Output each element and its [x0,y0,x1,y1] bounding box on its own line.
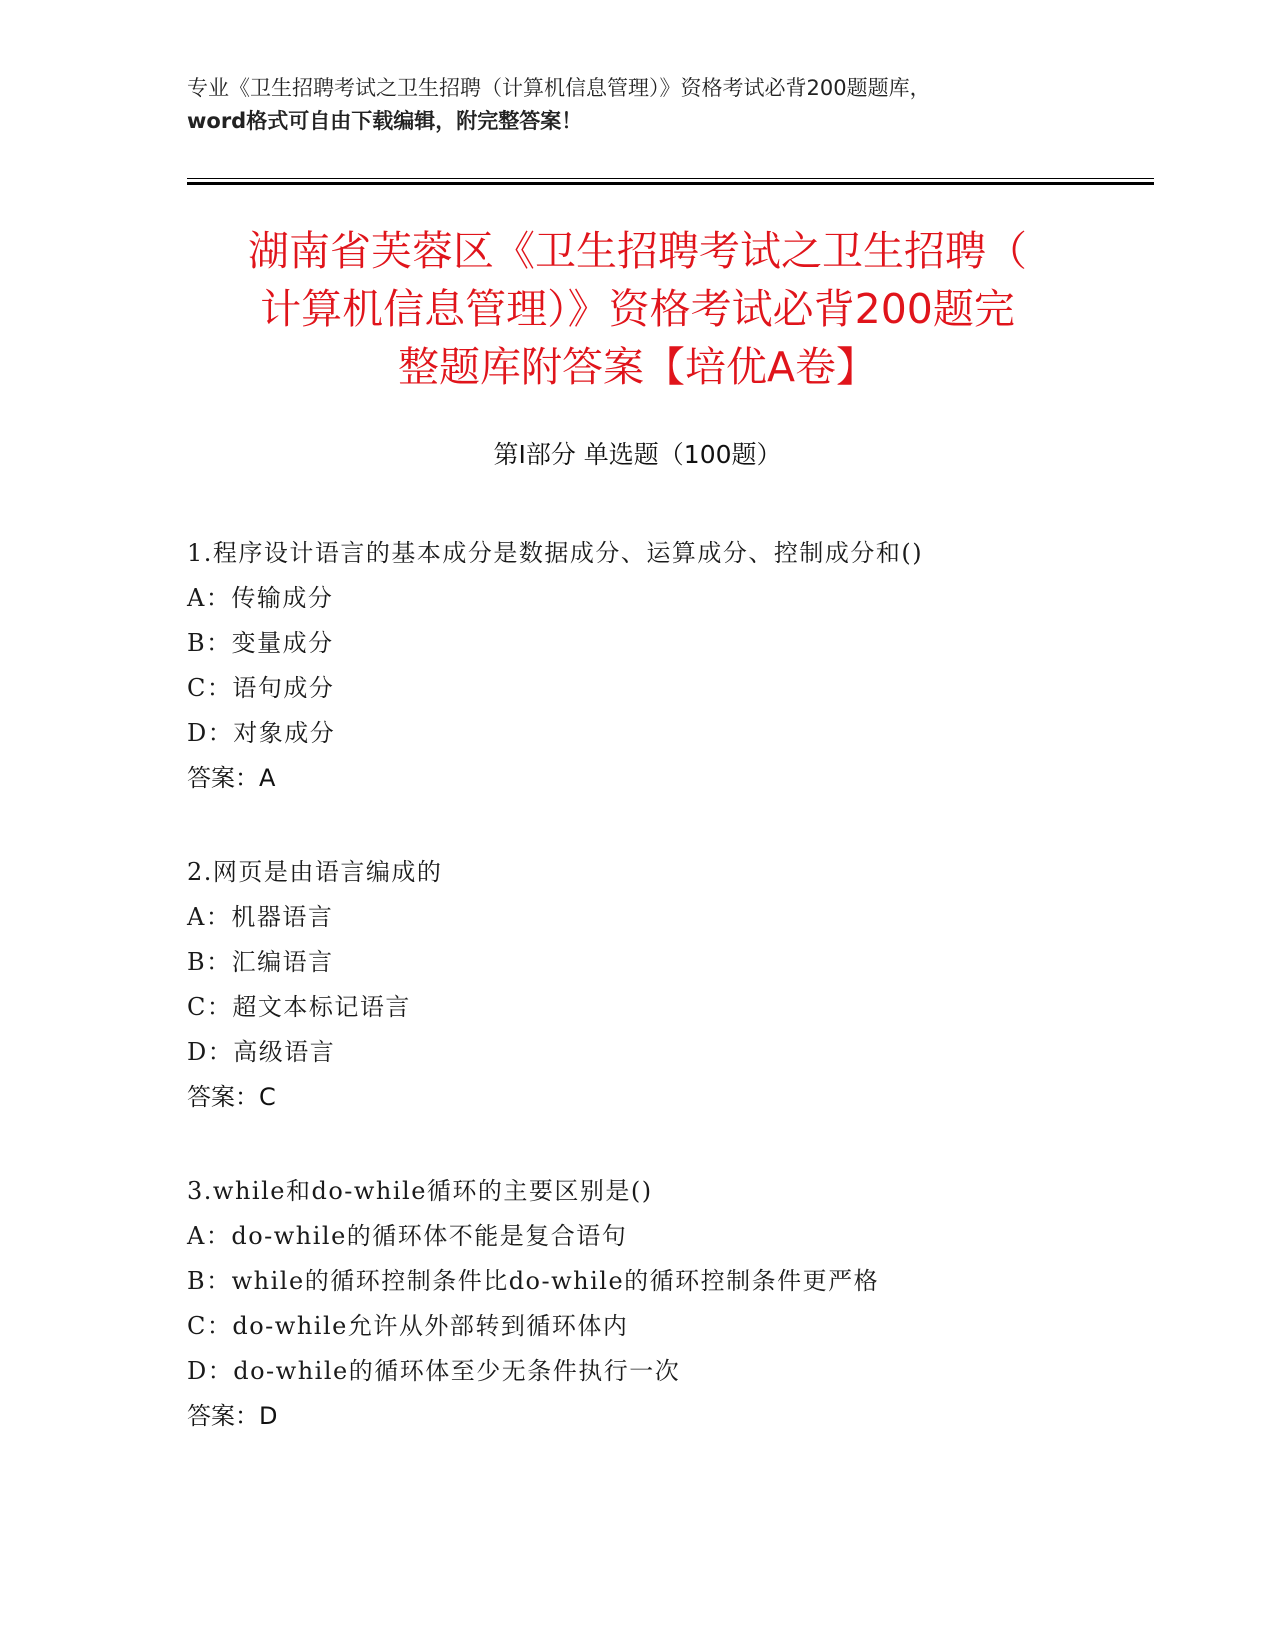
option-c: C：语句成分 [187,674,335,702]
answer-key: 答案：C [187,1083,276,1111]
option-b: B：汇编语言 [187,948,334,976]
option-a: A：do-while的循环体不能是复合语句 [187,1222,628,1250]
header-note-line-2: word格式可自由下载编辑，附完整答案！ [187,109,583,133]
option-d: D：高级语言 [187,1038,336,1066]
header-divider-thin [187,178,1154,179]
option-c: C：do-while允许从外部转到循环体内 [187,1312,629,1340]
question-block [187,1169,1147,1439]
option-d: D：do-while的循环体至少无条件执行一次 [187,1357,681,1385]
option-d: D：对象成分 [187,719,336,747]
answer-key: 答案：A [187,764,276,792]
title-line-3: 整题库附答案【培优A卷】 [397,343,878,391]
question-stem: 1.程序设计语言的基本成分是数据成分、运算成分、控制成分和() [187,539,924,567]
question-stem: 3.while和do-while循环的主要区别是() [187,1177,653,1205]
title-line-2: 计算机信息管理）》资格考试必背200题完 [260,285,1015,333]
option-c: C：超文本标记语言 [187,993,411,1021]
header-divider-thick [187,182,1154,185]
section-heading: 第Ⅰ部分 单选题（100题） [493,440,782,469]
option-b: B：while的循环控制条件比do-while的循环控制条件更严格 [187,1267,880,1295]
header-note-line-1: 专业《卫生招聘考试之卫生招聘（计算机信息管理）》资格考试必背200题题库， [187,76,931,100]
document-title [180,222,1095,396]
option-a: A：传输成分 [187,584,334,612]
document-header-note [187,72,1087,138]
option-a: A：机器语言 [187,903,334,931]
question-block [187,850,1147,1120]
question-stem: 2.网页是由语言编成的 [187,858,443,886]
question-block [187,531,1147,801]
title-line-1: 湖南省芙蓉区《卫生招聘考试之卫生招聘（ [248,227,1027,275]
answer-key: 答案：D [187,1402,278,1430]
option-b: B：变量成分 [187,629,334,657]
